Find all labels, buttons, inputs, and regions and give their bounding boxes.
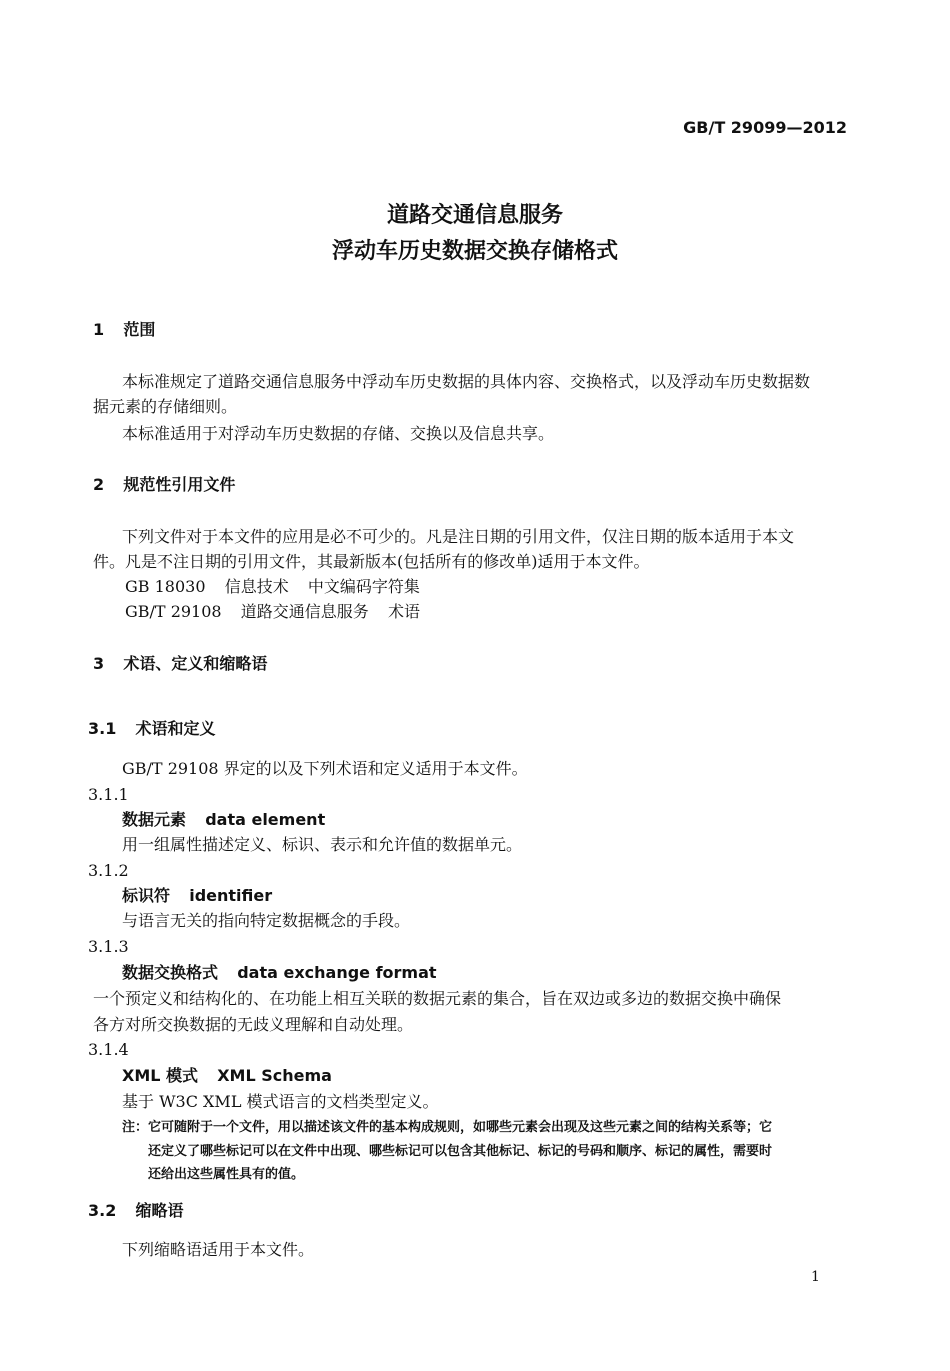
section-title: 规范性引用文件 (123, 475, 236, 494)
term-zh: 标识符 (122, 886, 171, 905)
title-line-1: 道路交通信息服务 (386, 203, 563, 228)
section-num: 3 (93, 654, 105, 673)
ref-sub: 术语 (387, 602, 420, 621)
note-line: 它可随附于一个文件，用以描述该文件的基本构成规则，如哪些元素会出现及这些元素之间的结构关系等；它 (148, 1120, 773, 1135)
paragraph: 本标准规定了道路交通信息服务中浮动车历史数据的具体内容、交换格式，以及浮动车历史数据数 (122, 372, 811, 391)
section-2-heading (93, 475, 235, 495)
paragraph: 下列文件对于本文件的应用是必不可少的。凡是注日期的引用文件，仅注日期的版本适用于本文 (122, 527, 795, 546)
title-line-2: 浮动车历史数据交换存储格式 (331, 239, 618, 264)
ref-sub: 中文编码字符集 (307, 577, 420, 596)
section-title: 范围 (123, 320, 156, 339)
reference-item (125, 602, 420, 622)
note (122, 1119, 772, 1137)
reference-item (125, 577, 420, 597)
term-definition: 基于 W3C XML 模式语言的文档类型定义。 (122, 1092, 439, 1111)
paragraph: 下列缩略语适用于本文件。 (122, 1240, 315, 1259)
page-number: 1 (811, 1269, 820, 1285)
term-heading (122, 810, 325, 830)
term-definition: 用一组属性描述定义、标识、表示和允许值的数据单元。 (122, 835, 523, 854)
standard-number: GB/T 29099—2012 (683, 118, 847, 137)
term-definition: 各方对所交换数据的无歧义理解和自动处理。 (93, 1015, 414, 1034)
section-title: 术语、定义和缩略语 (123, 654, 268, 673)
term-heading (122, 963, 437, 983)
ref-name: 信息技术 (224, 577, 289, 596)
section-1-heading (93, 320, 155, 340)
note-line: 还定义了哪些标记可以在文件中出现、哪些标记可以包含其他标记、标记的号码和顺序、标记的属性，需要时 (148, 1144, 773, 1159)
section-3-heading (93, 654, 267, 674)
term-heading (122, 886, 272, 906)
section-title: 术语和定义 (135, 719, 216, 738)
paragraph: GB/T 29108 界定的以及下列术语和定义适用于本文件。 (122, 759, 528, 778)
term-en: data exchange format (237, 963, 437, 982)
section-3-1-heading (88, 719, 216, 739)
term-heading (122, 1066, 332, 1086)
term-number: 3.1.3 (88, 937, 129, 956)
section-num: 2 (93, 475, 105, 494)
ref-name: 道路交通信息服务 (240, 602, 369, 621)
section-title: 缩略语 (135, 1201, 184, 1220)
section-num: 3.2 (88, 1201, 117, 1220)
paragraph: 件。凡是不注日期的引用文件，其最新版本(包括所有的修改单)适用于本文件。 (93, 552, 650, 571)
term-zh: 数据元素 (122, 810, 187, 829)
term-en: XML Schema (217, 1066, 332, 1085)
paragraph: 据元素的存储细则。 (93, 397, 238, 416)
ref-code: GB 18030 (125, 577, 206, 596)
term-number: 3.1.2 (88, 861, 129, 880)
term-en: data element (205, 810, 326, 829)
ref-code: GB/T 29108 (125, 602, 222, 621)
term-zh: XML 模式 (122, 1066, 199, 1085)
term-definition: 一个预定义和结构化的、在功能上相互关联的数据元素的集合，旨在双边或多边的数据交换中确保 (93, 989, 782, 1008)
note-line: 还给出这些属性具有的值。 (148, 1167, 305, 1182)
term-number: 3.1.1 (88, 785, 129, 804)
section-3-2-heading (88, 1201, 184, 1221)
term-en: identifier (189, 886, 273, 905)
term-number: 3.1.4 (88, 1040, 129, 1059)
term-zh: 数据交换格式 (122, 963, 219, 982)
term-definition: 与语言无关的指向特定数据概念的手段。 (122, 911, 411, 930)
paragraph: 本标准适用于对浮动车历史数据的存储、交换以及信息共享。 (122, 424, 555, 443)
section-num: 3.1 (88, 719, 117, 738)
note-label: 注： (122, 1120, 149, 1135)
section-num: 1 (93, 320, 105, 339)
